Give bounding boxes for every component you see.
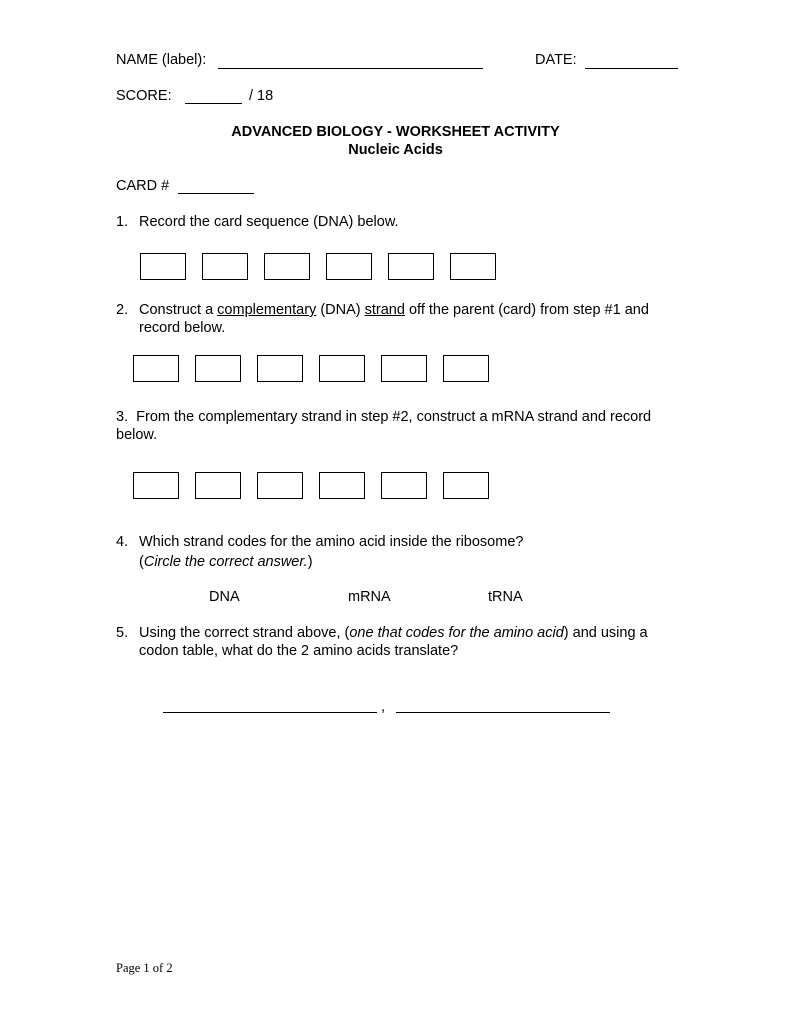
q3-answer-box[interactable] <box>381 472 427 499</box>
card-label: CARD # <box>116 178 170 194</box>
q1-answer-box[interactable] <box>326 253 372 280</box>
name-blank[interactable] <box>218 68 483 69</box>
q5-answer-blank-1[interactable] <box>163 712 377 713</box>
page-number: Page 1 of 2 <box>116 961 173 975</box>
worksheet-title: ADVANCED BIOLOGY - WORKSHEET ACTIVITY <box>231 124 560 140</box>
q2-answer-box[interactable] <box>133 355 179 382</box>
q5-number: 5. <box>116 625 129 641</box>
q3-answer-box[interactable] <box>443 472 489 499</box>
q4-number: 4. <box>116 534 129 550</box>
q2-text-line2: record below. <box>139 320 226 336</box>
q3-answer-box[interactable] <box>133 472 179 499</box>
card-blank[interactable] <box>178 193 254 194</box>
q5-text-part: ) and using a <box>563 625 648 641</box>
q4-option-dna[interactable]: DNA <box>209 589 240 605</box>
date-label: DATE: <box>535 52 577 68</box>
q2-number: 2. <box>116 302 129 318</box>
q2-answer-box[interactable] <box>443 355 489 382</box>
q1-number: 1. <box>116 214 129 230</box>
q4-paren: ) <box>307 554 313 570</box>
q1-answer-box[interactable] <box>202 253 248 280</box>
worksheet-subtitle: Nucleic Acids <box>348 142 443 158</box>
q3-answer-box[interactable] <box>195 472 241 499</box>
q1-text: Record the card sequence (DNA) below. <box>139 214 399 230</box>
q2-text-part: Construct a <box>139 302 218 318</box>
q2-answer-box[interactable] <box>195 355 241 382</box>
q2-answer-box[interactable] <box>381 355 427 382</box>
q5-text <box>139 626 648 641</box>
q4-instruction-italic: Circle the correct answer. <box>143 554 308 570</box>
q4-option-trna[interactable]: tRNA <box>488 589 523 605</box>
q1-answer-box[interactable] <box>264 253 310 280</box>
date-blank[interactable] <box>585 68 678 69</box>
q1-answer-box[interactable] <box>450 253 496 280</box>
q3-answer-box[interactable] <box>319 472 365 499</box>
q3-answer-box[interactable] <box>257 472 303 499</box>
q5-text-line2: codon table, what do the 2 amino acids translate? <box>139 643 459 659</box>
score-blank[interactable] <box>185 103 242 104</box>
q3-text: 3. From the complementary strand in step #2, construct a mRNA strand and record <box>116 409 652 425</box>
q4-paren: ( <box>139 554 144 570</box>
q2-text-part: off the parent (card) from step #1 and <box>404 302 649 318</box>
q2-underlined-strand: strand <box>364 302 405 318</box>
score-total: / 18 <box>249 88 274 104</box>
q2-answer-box[interactable] <box>257 355 303 382</box>
q2-text-part: (DNA) <box>316 302 365 318</box>
q5-text-part: Using the correct strand above, ( <box>139 625 350 641</box>
name-label: NAME (label): <box>116 52 207 68</box>
q1-answer-box[interactable] <box>388 253 434 280</box>
q2-text <box>139 303 649 318</box>
q5-answer-blank-2[interactable] <box>396 712 610 713</box>
score-label: SCORE: <box>116 88 172 104</box>
q2-answer-box[interactable] <box>319 355 365 382</box>
q5-text-italic: one that codes for the amino acid <box>349 625 564 641</box>
q4-text: Which strand codes for the amino acid inside the ribosome? <box>139 534 524 550</box>
q3-text-line2: below. <box>116 427 158 443</box>
q4-instruction <box>139 555 313 570</box>
q1-answer-box[interactable] <box>140 253 186 280</box>
q2-underlined-complementary: complementary <box>217 302 317 318</box>
q4-option-mrna[interactable]: mRNA <box>348 589 391 605</box>
q5-separator: , <box>381 699 386 715</box>
